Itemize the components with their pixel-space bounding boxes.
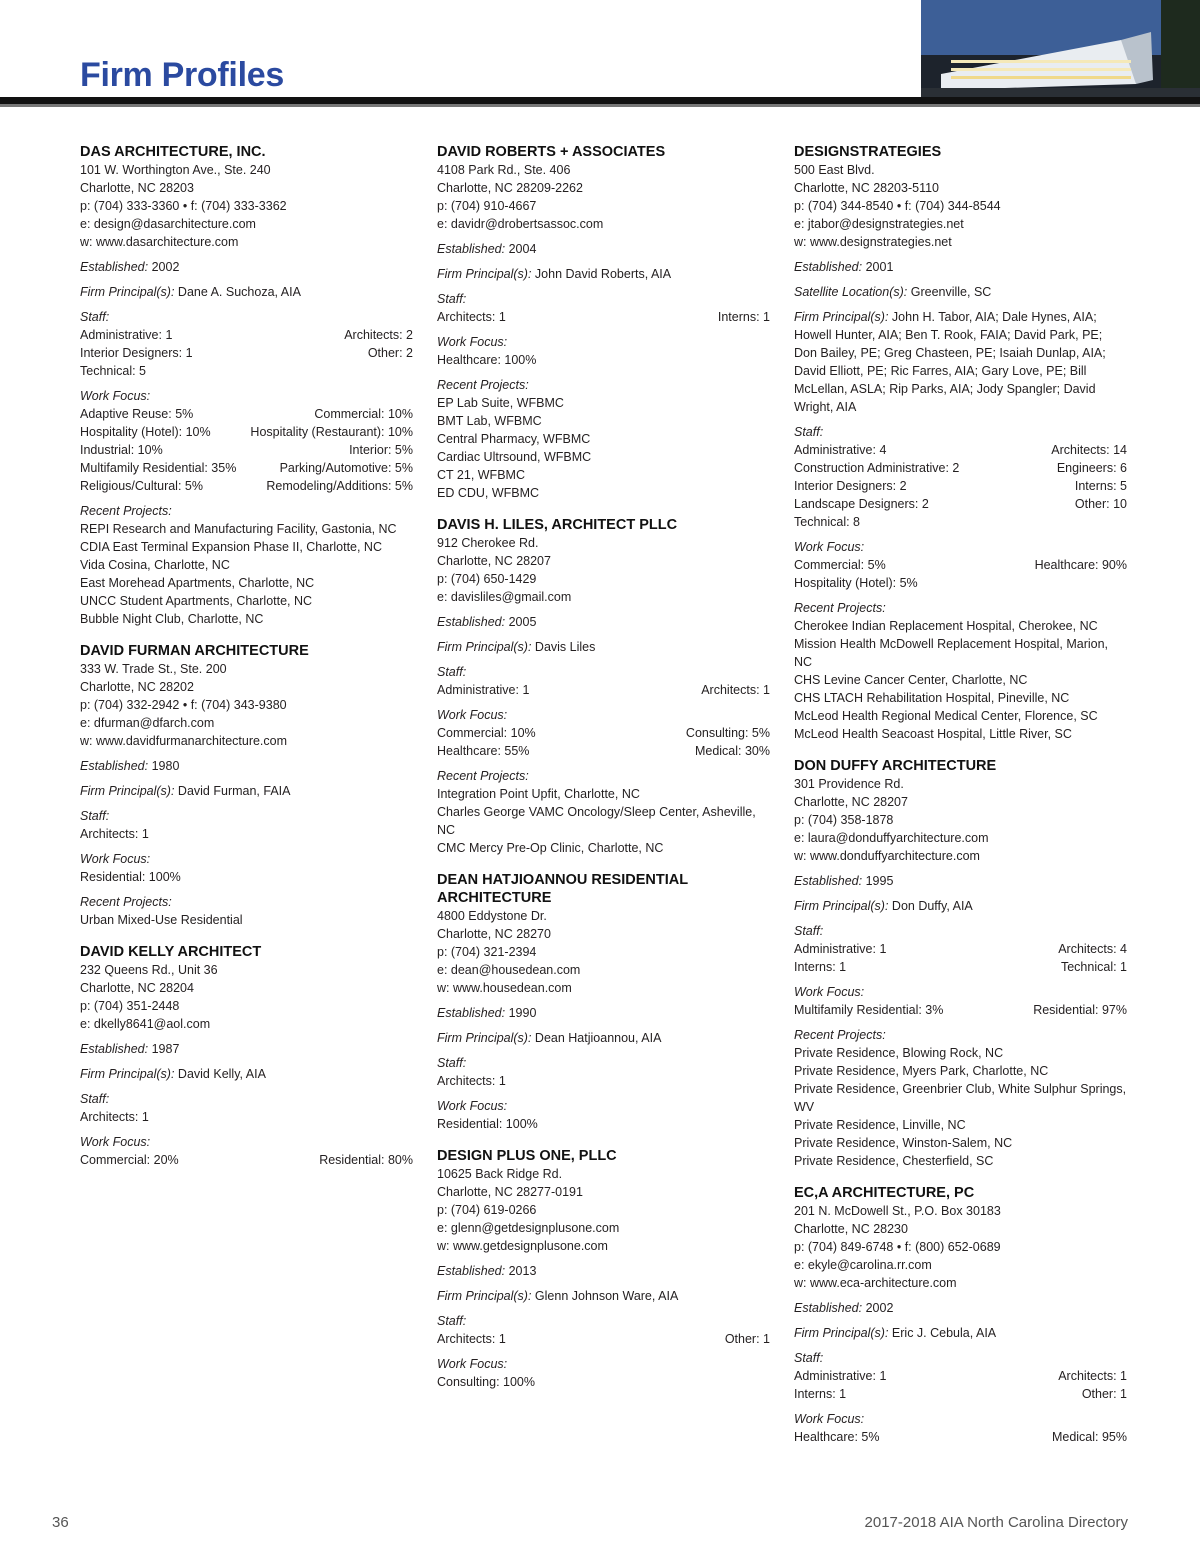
contact-line: w: www.davidfurmanarchitecture.com (80, 734, 288, 748)
staff-left: Architects: 1 (80, 1110, 149, 1124)
field-label: Established: (437, 242, 506, 256)
staff-row (437, 1330, 770, 1348)
firm-profile (794, 143, 1127, 743)
contact-line: Charlotte, NC 28230 (794, 1222, 908, 1236)
work-focus-row (437, 1115, 770, 1133)
field-label: Firm Principal(s): (80, 285, 175, 299)
contact-line: e: jtabor@designstrategies.net (794, 217, 964, 231)
contact-line: w: www.housedean.com (437, 981, 572, 995)
contact-line: 4108 Park Rd., Ste. 406 (437, 163, 571, 177)
recent-projects-label: Recent Projects: (80, 895, 172, 909)
recent-project: EP Lab Suite, WFBMC (437, 396, 564, 410)
field-label: Firm Principal(s): (80, 1067, 175, 1081)
field-label: Firm Principal(s): (794, 310, 889, 324)
directory-title: 2017-2018 AIA North Carolina Directory (864, 1514, 1128, 1531)
staff-left: Architects: 1 (437, 1332, 506, 1346)
work-focus-row (80, 423, 413, 441)
contact-line: e: dean@housedean.com (437, 963, 581, 977)
firm-profile (437, 143, 770, 502)
recent-project: Private Residence, Blowing Rock, NC (794, 1046, 1004, 1060)
staff-right: Architects: 1 (1058, 1369, 1127, 1383)
staff-right: Other: 2 (367, 346, 413, 360)
contact-line: p: (704) 332-2942 • f: (704) 343-9380 (80, 698, 287, 712)
field-value: Dean Hatjioannou, AIA (531, 1031, 662, 1045)
staff-row (794, 1367, 1127, 1385)
firm-field (794, 897, 1127, 915)
staff-row (794, 495, 1127, 513)
staff-label: Staff: (794, 1351, 824, 1365)
firm-name: EC,A ARCHITECTURE, PC (794, 1185, 975, 1201)
work-focus-label: Work Focus: (437, 1357, 508, 1371)
recent-projects-label: Recent Projects: (437, 769, 529, 783)
contact-line: e: davisliles@gmail.com (437, 590, 572, 604)
work-focus-row (437, 742, 770, 760)
contact-line: p: (704) 650-1429 (437, 572, 537, 586)
work-focus-row (794, 1428, 1127, 1446)
field-label: Established: (80, 1042, 149, 1056)
contact-line: 912 Cherokee Rd. (437, 536, 539, 550)
work-focus-left: Residential: 100% (80, 870, 181, 884)
work-focus-label: Work Focus: (794, 985, 865, 999)
staff-right: Architects: 2 (344, 328, 413, 342)
work-focus-row (794, 556, 1127, 574)
firm-profile (437, 516, 770, 857)
recent-project: Cardiac Ultrsound, WFBMC (437, 450, 592, 464)
staff-label: Staff: (794, 924, 824, 938)
staff-label: Staff: (80, 809, 110, 823)
work-focus-right: Residential: 80% (319, 1153, 413, 1167)
contact-line: w: www.getdesignplusone.com (437, 1239, 608, 1253)
contact-line: 4800 Eddystone Dr. (437, 909, 547, 923)
staff-right: Engineers: 6 (1056, 461, 1127, 475)
contact-line: 101 W. Worthington Ave., Ste. 240 (80, 163, 271, 177)
firm-field (80, 283, 413, 301)
field-label: Established: (80, 260, 149, 274)
work-focus-label: Work Focus: (437, 708, 508, 722)
contact-line: 10625 Back Ridge Rd. (437, 1167, 563, 1181)
staff-label: Staff: (437, 665, 467, 679)
staff-row (437, 681, 770, 699)
field-label: Firm Principal(s): (794, 899, 889, 913)
staff-left: Architects: 1 (80, 827, 149, 841)
contact-line: Charlotte, NC 28203 (80, 181, 194, 195)
firm-name: DAVID ROBERTS + ASSOCIATES (437, 144, 666, 160)
firm-profile (794, 757, 1127, 1170)
recent-project: CMC Mercy Pre-Op Clinic, Charlotte, NC (437, 841, 664, 855)
column-3 (794, 143, 1127, 1460)
staff-row (794, 1385, 1127, 1403)
contact-line: p: (704) 351-2448 (80, 999, 180, 1013)
work-focus-right: Parking/Automotive: 5% (279, 461, 413, 475)
firm-name: DESIGN PLUS ONE, PLLC (437, 1148, 617, 1164)
field-value: Eric J. Cebula, AIA (888, 1326, 997, 1340)
staff-left: Interior Designers: 1 (80, 346, 193, 360)
staff-left: Architects: 1 (437, 310, 506, 324)
field-label: Satellite Location(s): (794, 285, 908, 299)
firm-field (437, 265, 770, 283)
contact-line: p: (704) 910-4667 (437, 199, 537, 213)
firm-field (80, 258, 413, 276)
field-value: Don Duffy, AIA (888, 899, 973, 913)
field-label: Established: (794, 1301, 863, 1315)
contact-line: 333 W. Trade St., Ste. 200 (80, 662, 227, 676)
recent-project: REPI Research and Manufacturing Facility, Gastonia, NC (80, 522, 397, 536)
staff-right: Other: 10 (1074, 497, 1127, 511)
firm-field (437, 1029, 770, 1047)
contact-line: Charlotte, NC 28202 (80, 680, 194, 694)
contact-line: p: (704) 321-2394 (437, 945, 537, 959)
recent-project: Urban Mixed-Use Residential (80, 913, 243, 927)
recent-project: Charles George VAMC Oncology/Sleep Center, Asheville, NC (437, 805, 756, 837)
firm-field (437, 240, 770, 258)
staff-right: Interns: 5 (1074, 479, 1127, 493)
staff-row (794, 513, 1127, 531)
firm-profile (437, 871, 770, 1133)
firm-field (794, 1299, 1127, 1317)
field-value: John David Roberts, AIA (531, 267, 672, 281)
work-focus-right: Remodeling/Additions: 5% (266, 479, 413, 493)
contact-line: e: davidr@drobertsassoc.com (437, 217, 604, 231)
work-focus-label: Work Focus: (80, 1135, 151, 1149)
staff-left: Interns: 1 (794, 960, 847, 974)
work-focus-right: Interior: 5% (349, 443, 413, 457)
staff-right: Technical: 1 (1060, 960, 1127, 974)
field-value: 2001 (862, 260, 894, 274)
field-value: David Kelly, AIA (174, 1067, 266, 1081)
recent-project: CDIA East Terminal Expansion Phase II, Charlotte, NC (80, 540, 382, 554)
work-focus-left: Hospitality (Hotel): 5% (794, 576, 918, 590)
recent-project: Vida Cosina, Charlotte, NC (80, 558, 230, 572)
contact-line: e: laura@donduffyarchitecture.com (794, 831, 989, 845)
staff-row (794, 958, 1127, 976)
firm-name: DESIGNSTRATEGIES (794, 144, 942, 160)
firm-field (794, 308, 1127, 416)
staff-left: Construction Administrative: 2 (794, 461, 960, 475)
recent-project: BMT Lab, WFBMC (437, 414, 542, 428)
field-label: Established: (437, 1264, 506, 1278)
staff-left: Administrative: 1 (794, 942, 887, 956)
staff-right: Other: 1 (724, 1332, 770, 1346)
staff-label: Staff: (437, 1056, 467, 1070)
work-focus-left: Healthcare: 100% (437, 353, 537, 367)
field-label: Firm Principal(s): (80, 784, 175, 798)
contact-line: e: ekyle@carolina.rr.com (794, 1258, 932, 1272)
recent-projects-label: Recent Projects: (794, 601, 886, 615)
work-focus-right: Residential: 97% (1033, 1003, 1127, 1017)
firm-name: DAVID FURMAN ARCHITECTURE (80, 643, 309, 659)
staff-row (437, 308, 770, 326)
contact-line: e: dkelly8641@aol.com (80, 1017, 211, 1031)
work-focus-right: Commercial: 10% (314, 407, 413, 421)
contact-line: e: dfurman@dfarch.com (80, 716, 215, 730)
firm-field (794, 1324, 1127, 1342)
field-label: Established: (437, 615, 506, 629)
recent-project: McLeod Health Seacoast Hospital, Little River, SC (794, 727, 1072, 741)
firm-profile (437, 1147, 770, 1391)
work-focus-row (80, 459, 413, 477)
contact-line: 201 N. McDowell St., P.O. Box 30183 (794, 1204, 1001, 1218)
firm-name: DON DUFFY ARCHITECTURE (794, 758, 997, 774)
firm-name: DAVIS H. LILES, ARCHITECT PLLC (437, 517, 678, 533)
recent-project: Private Residence, Myers Park, Charlotte, NC (794, 1064, 1049, 1078)
contact-line: Charlotte, NC 28207 (794, 795, 908, 809)
field-value: 1995 (862, 874, 894, 888)
firm-profile (80, 143, 413, 628)
firm-field (437, 613, 770, 631)
staff-row (794, 940, 1127, 958)
work-focus-right: Healthcare: 90% (1034, 558, 1127, 572)
field-label: Firm Principal(s): (437, 1289, 532, 1303)
page-title: Firm Profiles (80, 56, 284, 94)
recent-project: CT 21, WFBMC (437, 468, 525, 482)
recent-project: ED CDU, WFBMC (437, 486, 540, 500)
work-focus-row (80, 405, 413, 423)
firm-field (80, 1065, 413, 1083)
recent-project: UNCC Student Apartments, Charlotte, NC (80, 594, 313, 608)
field-value: David Furman, FAIA (174, 784, 291, 798)
work-focus-row (80, 868, 413, 886)
firm-profile (80, 642, 413, 929)
recent-project: McLeod Health Regional Medical Center, Florence, SC (794, 709, 1098, 723)
field-value: Davis Liles (531, 640, 596, 654)
staff-row (794, 477, 1127, 495)
staff-row (437, 1072, 770, 1090)
work-focus-left: Industrial: 10% (80, 443, 163, 457)
staff-label: Staff: (794, 425, 824, 439)
contact-line: p: (704) 333-3360 • f: (704) 333-3362 (80, 199, 287, 213)
contact-line: Charlotte, NC 28270 (437, 927, 551, 941)
work-focus-left: Adaptive Reuse: 5% (80, 407, 194, 421)
work-focus-right: Medical: 95% (1051, 1430, 1127, 1444)
field-value: Dane A. Suchoza, AIA (174, 285, 301, 299)
firm-name: DEAN HATJIOANNOU RESIDENTIAL ARCHITECTURE (437, 872, 688, 906)
staff-label: Staff: (80, 1092, 110, 1106)
recent-project: Private Residence, Linville, NC (794, 1118, 966, 1132)
firm-profile (794, 1184, 1127, 1446)
contact-line: 232 Queens Rd., Unit 36 (80, 963, 218, 977)
contact-line: Charlotte, NC 28203-5110 (794, 181, 939, 195)
firm-field (794, 872, 1127, 890)
work-focus-left: Consulting: 100% (437, 1375, 535, 1389)
recent-project: CHS Levine Cancer Center, Charlotte, NC (794, 673, 1028, 687)
column-2 (437, 143, 770, 1405)
work-focus-label: Work Focus: (794, 1412, 865, 1426)
work-focus-label: Work Focus: (80, 389, 151, 403)
work-focus-left: Religious/Cultural: 5% (80, 479, 203, 493)
firm-field (437, 1287, 770, 1305)
staff-left: Interior Designers: 2 (794, 479, 907, 493)
contact-line: w: www.eca-architecture.com (794, 1276, 957, 1290)
field-label: Firm Principal(s): (794, 1326, 889, 1340)
staff-left: Administrative: 1 (437, 683, 530, 697)
recent-project: Cherokee Indian Replacement Hospital, Cherokee, NC (794, 619, 1098, 633)
work-focus-left: Residential: 100% (437, 1117, 538, 1131)
work-focus-row (794, 574, 1127, 592)
staff-left: Architects: 1 (437, 1074, 506, 1088)
firm-field (80, 782, 413, 800)
staff-left: Technical: 5 (80, 364, 147, 378)
staff-row (794, 441, 1127, 459)
firm-profile (80, 943, 413, 1169)
firm-name: DAVID KELLY ARCHITECT (80, 944, 262, 960)
contact-line: p: (704) 619-0266 (437, 1203, 537, 1217)
contact-line: w: www.donduffyarchitecture.com (794, 849, 980, 863)
contact-line: w: www.designstrategies.net (794, 235, 952, 249)
staff-row (794, 459, 1127, 477)
staff-left: Administrative: 1 (794, 1369, 887, 1383)
staff-left: Technical: 8 (794, 515, 861, 529)
recent-project: Mission Health McDowell Replacement Hospital, Marion, NC (794, 637, 1109, 669)
recent-project: Bubble Night Club, Charlotte, NC (80, 612, 264, 626)
staff-right: Architects: 14 (1051, 443, 1127, 457)
field-label: Established: (794, 874, 863, 888)
field-value: John H. Tabor, AIA; Dale Hynes, AIA; Howell Hunter, AIA; Ben T. Rook, FAIA; David Park, PE; Don Bailey, PE; Greg Chasteen, PE; Isaiah Dunlap, AIA; David Elliott, PE; Ric Farres, AIA; Gary Love, PE; Bill McLellan, ASLA; Rip Parks, AIA; Jody Spangler; David Wright, AIA (794, 310, 1106, 414)
staff-row (80, 344, 413, 362)
staff-row (80, 362, 413, 380)
staff-right: Architects: 4 (1058, 942, 1127, 956)
contact-line: w: www.dasarchitecture.com (80, 235, 239, 249)
field-value: 2002 (862, 1301, 894, 1315)
firm-field (794, 283, 1127, 301)
work-focus-left: Multifamily Residential: 35% (80, 461, 237, 475)
field-label: Established: (80, 759, 149, 773)
contact-line: Charlotte, NC 28204 (80, 981, 194, 995)
header-rule (0, 97, 1200, 107)
work-focus-row (437, 351, 770, 369)
contact-line: 500 East Blvd. (794, 163, 875, 177)
recent-project: Private Residence, Winston-Salem, NC (794, 1136, 1013, 1150)
contact-line: Charlotte, NC 28277-0191 (437, 1185, 583, 1199)
staff-label: Staff: (437, 292, 467, 306)
staff-label: Staff: (80, 310, 110, 324)
work-focus-row (794, 1001, 1127, 1019)
work-focus-row (80, 441, 413, 459)
contact-line: p: (704) 849-6748 • f: (800) 652-0689 (794, 1240, 1001, 1254)
work-focus-row (437, 724, 770, 742)
field-value: 1990 (505, 1006, 537, 1020)
work-focus-label: Work Focus: (437, 335, 508, 349)
recent-project: CHS LTACH Rehabilitation Hospital, Pineville, NC (794, 691, 1070, 705)
staff-right: Interns: 1 (717, 310, 770, 324)
firm-field (437, 1262, 770, 1280)
contact-line: Charlotte, NC 28209-2262 (437, 181, 583, 195)
work-focus-label: Work Focus: (437, 1099, 508, 1113)
recent-projects-label: Recent Projects: (794, 1028, 886, 1042)
staff-left: Landscape Designers: 2 (794, 497, 929, 511)
work-focus-right: Medical: 30% (694, 744, 770, 758)
contact-line: e: glenn@getdesignplusone.com (437, 1221, 620, 1235)
firm-field (437, 638, 770, 656)
field-value: 2002 (148, 260, 180, 274)
staff-left: Administrative: 4 (794, 443, 887, 457)
column-1 (80, 143, 413, 1183)
recent-project: East Morehead Apartments, Charlotte, NC (80, 576, 315, 590)
field-value: 2013 (505, 1264, 537, 1278)
field-value: Glenn Johnson Ware, AIA (531, 1289, 679, 1303)
recent-project: Integration Point Upfit, Charlotte, NC (437, 787, 640, 801)
recent-project: Private Residence, Chesterfield, SC (794, 1154, 994, 1168)
field-value: 1980 (148, 759, 180, 773)
recent-projects-label: Recent Projects: (80, 504, 172, 518)
staff-row (80, 1108, 413, 1126)
staff-label: Staff: (437, 1314, 467, 1328)
header-building-photo (921, 0, 1200, 97)
field-value: 2005 (505, 615, 537, 629)
work-focus-row (80, 477, 413, 495)
work-focus-left: Hospitality (Hotel): 10% (80, 425, 211, 439)
firm-field (794, 258, 1127, 276)
work-focus-left: Commercial: 20% (80, 1153, 179, 1167)
staff-row (80, 326, 413, 344)
work-focus-row (437, 1373, 770, 1391)
recent-project: Private Residence, Greenbrier Club, White Sulphur Springs, WV (794, 1082, 1127, 1114)
page-number: 36 (52, 1514, 69, 1531)
firm-field (80, 1040, 413, 1058)
field-value: Greenville, SC (907, 285, 992, 299)
field-value: 2004 (505, 242, 537, 256)
work-focus-right: Consulting: 5% (685, 726, 770, 740)
contact-line: Charlotte, NC 28207 (437, 554, 551, 568)
work-focus-left: Commercial: 10% (437, 726, 536, 740)
firm-field (80, 757, 413, 775)
work-focus-label: Work Focus: (80, 852, 151, 866)
firm-name: DAS ARCHITECTURE, INC. (80, 144, 266, 160)
staff-right: Architects: 1 (701, 683, 770, 697)
contact-line: e: design@dasarchitecture.com (80, 217, 256, 231)
field-label: Firm Principal(s): (437, 267, 532, 281)
staff-row (80, 825, 413, 843)
recent-projects-label: Recent Projects: (437, 378, 529, 392)
firm-field (437, 1004, 770, 1022)
field-label: Firm Principal(s): (437, 640, 532, 654)
work-focus-right: Hospitality (Restaurant): 10% (250, 425, 413, 439)
work-focus-left: Healthcare: 55% (437, 744, 530, 758)
field-label: Firm Principal(s): (437, 1031, 532, 1045)
work-focus-left: Commercial: 5% (794, 558, 886, 572)
staff-left: Interns: 1 (794, 1387, 847, 1401)
work-focus-left: Multifamily Residential: 3% (794, 1003, 944, 1017)
work-focus-label: Work Focus: (794, 540, 865, 554)
work-focus-row (80, 1151, 413, 1169)
work-focus-left: Healthcare: 5% (794, 1430, 880, 1444)
building-illustration (921, 0, 1200, 97)
field-label: Established: (437, 1006, 506, 1020)
field-label: Established: (794, 260, 863, 274)
staff-left: Administrative: 1 (80, 328, 173, 342)
contact-line: p: (704) 358-1878 (794, 813, 894, 827)
recent-project: Central Pharmacy, WFBMC (437, 432, 591, 446)
contact-line: 301 Providence Rd. (794, 777, 904, 791)
contact-line: p: (704) 344-8540 • f: (704) 344-8544 (794, 199, 1001, 213)
field-value: 1987 (148, 1042, 180, 1056)
staff-right: Other: 1 (1081, 1387, 1127, 1401)
